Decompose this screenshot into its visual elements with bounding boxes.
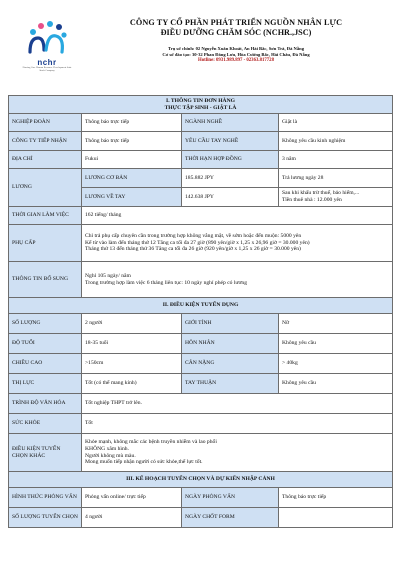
dk-khac-line2: KHÔNG xăm hình. xyxy=(85,445,129,452)
thoi-han-value: 3 năm xyxy=(279,151,393,169)
thoi-gian-value: 162 tiếng/ tháng xyxy=(82,207,393,225)
yeu-cau-label: YÊU CẦU TAY NGHỀ xyxy=(182,132,279,151)
dk-khac-label-line2: CHỌN KHÁC xyxy=(12,452,46,459)
section1-header-row xyxy=(9,96,393,114)
do-tuoi-label: ĐỘ TUỔI xyxy=(9,334,82,354)
job-order-table xyxy=(8,95,393,528)
document-page xyxy=(8,8,392,521)
phu-cap-line1: Chỉ trả phụ cấp chuyên cần trong trường hợp không vắng mặt, về sớm hoặc đến muộn: 5000 yên xyxy=(85,233,302,240)
nghiep-doan-value: Thông báo trực tiếp xyxy=(82,114,182,132)
hinh-thuc-value: Phỏng vấn online/ trực tiếp xyxy=(82,488,182,508)
logo-mark-icon xyxy=(22,20,72,58)
suc-khoe-label: SỨC KHỎE xyxy=(9,414,82,434)
table-row xyxy=(9,262,393,298)
company-address xyxy=(84,46,388,58)
table-row xyxy=(9,334,393,354)
luong-co-ban-note: Trả lương ngày 28 xyxy=(279,169,393,188)
section1-title-line1: I. THÔNG TIN ĐƠN HÀNG xyxy=(166,97,235,104)
hotline: Hotline: 0931.989.897 - 02363.817728 xyxy=(198,58,274,63)
table-row xyxy=(9,488,393,508)
ngay-chot-value xyxy=(279,508,393,528)
head-office-address: Trụ sở chính: 02 Nguyễn Xuân Khoát, An Hải Bắc, Sơn Trà, Đà Nẵng xyxy=(167,46,305,51)
bo-sung-label: THÔNG TIN BỔ SUNG xyxy=(9,262,82,298)
section2-title: II. ĐIỀU KIỆN TUYỂN DỤNG xyxy=(9,298,393,314)
phu-cap-line3: Tháng thứ 13 đến tháng thứ 36 Tăng ca tối đa 26 giờ (920 yên/giờ x 1,25 x 26 giờ = 30.000 yên) xyxy=(85,246,301,253)
nganh-nghe-value: Giặt là xyxy=(279,114,393,132)
can-nang-value: > 40kg xyxy=(279,354,393,374)
so-luong-label: SỐ LƯỢNG xyxy=(9,314,82,334)
so-luong-tuyen-value: 4 người xyxy=(82,508,182,528)
thoi-han-label: THỜI HẠN HỢP ĐỒNG xyxy=(182,151,279,169)
luong-ve-tay-value: 142.638 JPY xyxy=(182,188,279,207)
cong-ty-label: CÔNG TY TIẾP NHẬN xyxy=(9,132,82,151)
section2-header-row xyxy=(9,298,393,314)
table-row xyxy=(9,414,393,434)
table-row xyxy=(9,374,393,394)
luong-ve-tay-note xyxy=(279,188,393,207)
table-row xyxy=(9,169,393,188)
dk-khac-line4: Mong muốn tiếp nhận người có sức khỏe,thể lực tốt. xyxy=(85,459,203,466)
cong-ty-value: Thông báo trực tiếp xyxy=(82,132,182,151)
phu-cap-value xyxy=(82,225,393,262)
trinh-do-value: Tốt nghiệp THPT trở lên. xyxy=(82,394,393,414)
phu-cap-line2: Kể từ vào làm đến tháng thứ 12 Tăng ca tối đa 27 giờ (890 yên/giờ x 1,25 x 26,96 giờ = 30.000 yên) xyxy=(85,239,310,246)
tay-thuan-label: TAY THUẬN xyxy=(182,374,279,394)
chieu-cao-value: >150cm xyxy=(82,354,182,374)
luong-ve-tay-label: LƯƠNG VỀ TAY xyxy=(82,188,182,207)
so-luong-value: 2 người xyxy=(82,314,182,334)
hon-nhan-value: Không yêu cầu xyxy=(279,334,393,354)
tay-thuan-value: Không yêu cầu xyxy=(279,374,393,394)
company-header xyxy=(8,8,392,84)
luong-label: LƯƠNG xyxy=(9,169,82,207)
bo-sung-line1: Nghỉ 105 ngày/ năm xyxy=(85,272,131,279)
can-nang-label: CÂN NẶNG xyxy=(182,354,279,374)
table-row xyxy=(9,314,393,334)
table-row xyxy=(9,394,393,414)
company-info xyxy=(84,18,388,63)
yeu-cau-value: Không yêu cầu kinh nghiệm xyxy=(279,132,393,151)
table-row xyxy=(9,114,393,132)
thoi-gian-label: THỜI GIAN LÀM VIỆC xyxy=(9,207,82,225)
table-row xyxy=(9,434,393,472)
luong-co-ban-value: 185.882 JPY xyxy=(182,169,279,188)
training-center-address: Cơ sở đào tạo: 30-32 Phan Đăng Lưu, Hòa Cường Bắc, Hải Châu, Đà Nẵng xyxy=(162,52,310,57)
dk-khac-line1: Khỏe mạnh, không mắc các bệnh truyền nhiễm và lao phổi xyxy=(85,439,217,446)
phu-cap-label: PHỤ CẤP xyxy=(9,225,82,262)
luong-ve-tay-note2: Tiền thuê nhà : 12.000 yên xyxy=(282,197,342,203)
dk-khac-label-line1: ĐIỀU KIỆN TUYỂN xyxy=(12,445,61,452)
table-row xyxy=(9,508,393,528)
hon-nhan-label: HÔN NHÂN xyxy=(182,334,279,354)
ngay-pv-value: Thông báo trực tiếp xyxy=(279,488,393,508)
chieu-cao-label: CHIỀU CAO xyxy=(9,354,82,374)
luong-co-ban-label: LƯƠNG CƠ BẢN xyxy=(82,169,182,188)
company-name-line1: CÔNG TY CỔ PHẦN PHÁT TRIỂN NGUỒN NHÂN LỰC xyxy=(129,18,343,27)
company-logo xyxy=(22,20,72,72)
table-row xyxy=(9,354,393,374)
trinh-do-label: TRÌNH ĐỘ VĂN HÓA xyxy=(9,394,82,414)
section3-title: III. KẾ HOẠCH TUYỂN CHỌN VÀ DỰ KIẾN NHẬP CẢNH xyxy=(9,472,393,488)
gioi-tinh-label: GIỚI TÍNH xyxy=(182,314,279,334)
table-row xyxy=(9,207,393,225)
section3-header-row xyxy=(9,472,393,488)
table-row xyxy=(9,132,393,151)
dk-khac-label xyxy=(9,434,82,472)
luong-ve-tay-note1: Sau khi khấu trừ thuế, bảo hiểm,... xyxy=(282,190,360,197)
hinh-thuc-label: HÌNH THỨC PHỎNG VẤN xyxy=(9,488,82,508)
section1-title-line2: THỰC TẬP SINH - GIẶT LÀ xyxy=(164,104,237,111)
thi-luc-label: THỊ LỰC xyxy=(9,374,82,394)
table-row xyxy=(9,225,393,262)
suc-khoe-value: Tốt xyxy=(82,414,393,434)
ngay-chot-label: NGÀY CHỐT FORM xyxy=(182,508,279,528)
logo-subtitle: Nursing Care Human Resource Development Joint Stock Company xyxy=(22,66,72,72)
logo-wordmark: nchr xyxy=(37,58,57,67)
so-luong-tuyen-label: SỐ LƯỢNG TUYỂN CHỌN xyxy=(9,508,82,528)
dia-chi-value: Fukui xyxy=(82,151,182,169)
table-row xyxy=(9,151,393,169)
dk-khac-line3: Người không mù màu. xyxy=(85,452,136,459)
gioi-tinh-value: Nữ xyxy=(279,314,393,334)
do-tuoi-value: 18-35 tuổi xyxy=(82,334,182,354)
nganh-nghe-label: NGÀNH NGHỀ xyxy=(182,114,279,132)
dk-khac-value xyxy=(82,434,393,472)
nghiep-doan-label: NGHIỆP ĐOÀN xyxy=(9,114,82,132)
bo-sung-line2: Trong trường hợp làm việc 6 tháng liên tục: 10 ngày nghỉ phép có lương xyxy=(85,279,248,286)
bo-sung-value xyxy=(82,262,393,298)
thi-luc-value: Tốt (có thể mang kính) xyxy=(82,374,182,394)
ngay-pv-label: NGÀY PHỎNG VẤN xyxy=(182,488,279,508)
company-name-line2: ĐIỀU DƯỠNG CHĂM SÓC (NCHR.,JSC) xyxy=(160,28,312,37)
section1-title xyxy=(9,96,393,114)
dia-chi-label: ĐỊA CHỈ xyxy=(9,151,82,169)
